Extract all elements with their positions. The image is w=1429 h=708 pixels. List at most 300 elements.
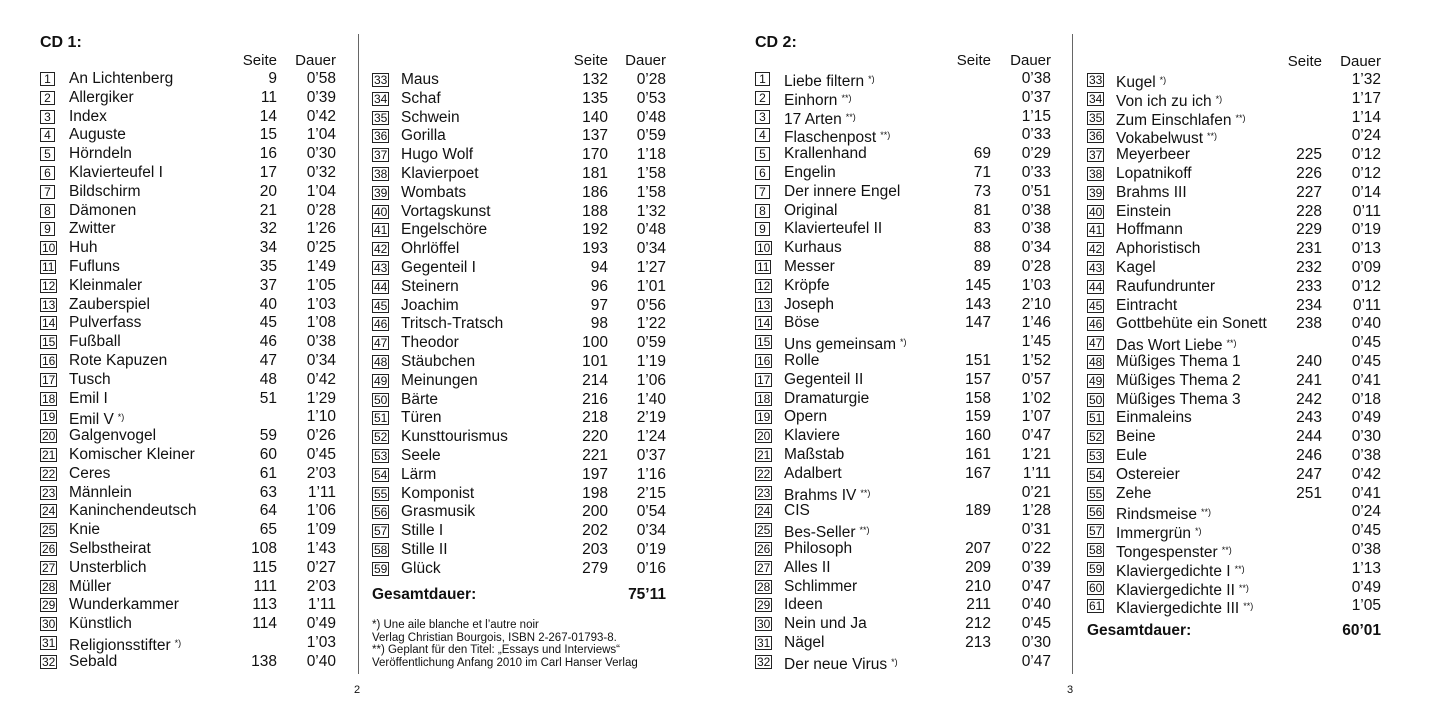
track-number-box: 42 <box>374 242 388 257</box>
track-duration: 1’06 <box>636 371 666 389</box>
track-row <box>372 109 668 128</box>
track-number-box: 32 <box>757 654 771 669</box>
track-row <box>1087 560 1383 579</box>
track-row <box>755 390 1055 409</box>
track-title-cell <box>69 183 140 202</box>
track-number-box: 28 <box>757 579 771 594</box>
track-title-cell <box>401 485 474 504</box>
track-number-box: 41 <box>374 223 388 238</box>
track-title-cell <box>401 409 442 428</box>
track-duration: 1’21 <box>1021 445 1051 463</box>
track-duration: 0’38 <box>306 333 336 351</box>
track-duration: 2’03 <box>306 577 336 595</box>
track-number-box: 31 <box>42 635 56 650</box>
track-number-box: 49 <box>374 373 388 388</box>
track-title: Gottbehüte ein Sonett <box>1116 315 1267 333</box>
track-duration: 0’56 <box>636 296 666 314</box>
track-title-cell <box>69 220 116 239</box>
track-duration: 0’39 <box>306 88 336 106</box>
track-number-box: 27 <box>757 560 771 575</box>
track-duration: 0’25 <box>306 239 336 257</box>
track-page: 81 <box>973 201 991 219</box>
track-page: 167 <box>965 464 991 482</box>
cd1-page-number: 2 <box>354 684 361 696</box>
track-number-box: 47 <box>1089 336 1103 351</box>
track-duration: 1’16 <box>636 465 666 483</box>
track-number-box: 20 <box>42 429 56 444</box>
track-duration: 0’12 <box>1351 277 1381 295</box>
track-row <box>755 634 1055 653</box>
track-title: Glück <box>401 559 441 577</box>
track-title-cell <box>401 71 439 90</box>
track-title-cell <box>784 540 852 559</box>
track-title: Kaninchendeutsch <box>69 502 197 520</box>
track-title: Kugel <box>1116 74 1156 91</box>
track-number-box: 24 <box>42 504 56 519</box>
track-title: Tongespenster <box>1116 543 1218 561</box>
track-duration: 0’45 <box>1351 352 1381 370</box>
track-number-box: 45 <box>1089 298 1103 313</box>
track-number-box: 15 <box>42 335 56 350</box>
track-number-box: 52 <box>1089 430 1103 445</box>
track-number-box: 23 <box>757 485 771 500</box>
track-title: Rolle <box>784 351 820 369</box>
track-title-cell <box>784 427 840 446</box>
track-page: 51 <box>259 389 277 407</box>
track-title: Kunsttourismus <box>401 428 508 446</box>
track-number-box: 10 <box>757 241 771 256</box>
track-title-cell <box>1116 315 1267 334</box>
track-row <box>1087 71 1383 90</box>
track-footnote-marker: **) <box>860 487 871 498</box>
track-title: Klavierpoet <box>401 164 479 182</box>
track-page: 97 <box>590 296 608 314</box>
cd1-left-column <box>40 0 361 708</box>
track-title: Kleinmaler <box>69 276 143 294</box>
track-page: 138 <box>251 652 277 670</box>
track-row <box>1087 485 1383 504</box>
track-duration: 1’22 <box>636 315 666 333</box>
cd1-total-label: Gesamtdauer: <box>372 586 477 603</box>
track-title: Theodor <box>401 334 459 352</box>
cd2-left-track-list <box>755 70 1055 672</box>
track-duration: 1’52 <box>1021 351 1051 369</box>
track-duration: 0’21 <box>1021 483 1051 501</box>
track-title-cell <box>69 277 142 296</box>
track-number-box: 55 <box>1089 486 1103 501</box>
track-row <box>755 521 1055 540</box>
track-duration: 2’15 <box>636 484 666 502</box>
track-number-box: 30 <box>757 617 771 632</box>
track-number-box: 31 <box>757 635 771 650</box>
track-duration: 0’24 <box>1351 127 1381 145</box>
track-page: 137 <box>582 127 608 145</box>
track-title: Fußball <box>69 333 121 351</box>
track-title-cell <box>784 596 823 615</box>
track-title: Vortagskunst <box>401 202 491 220</box>
track-row <box>40 258 340 277</box>
track-duration: 2’03 <box>306 464 336 482</box>
track-number-box: 2 <box>40 91 55 105</box>
track-footnote-marker: **) <box>841 92 852 103</box>
track-title-cell <box>1116 146 1190 165</box>
track-page: 197 <box>582 465 608 483</box>
track-duration: 1’09 <box>306 521 336 539</box>
track-number-box: 18 <box>757 391 771 406</box>
track-footnote-marker: **) <box>859 525 870 536</box>
track-number-box: 4 <box>755 128 770 142</box>
track-number-box: 4 <box>40 128 55 142</box>
track-row <box>40 70 340 89</box>
cd2-right-track-list <box>1087 71 1383 616</box>
track-page: 229 <box>1296 221 1322 239</box>
track-title-cell <box>69 578 111 597</box>
track-title-cell <box>401 165 479 184</box>
track-row <box>40 314 340 333</box>
track-row <box>372 541 668 560</box>
track-number-box: 27 <box>42 560 56 575</box>
track-number-box: 6 <box>755 166 770 180</box>
track-row <box>40 408 340 427</box>
track-number-box: 25 <box>757 523 771 538</box>
track-number-box: 54 <box>374 467 388 482</box>
track-page: 11 <box>260 88 277 106</box>
track-number-box: 22 <box>42 466 56 481</box>
track-title-cell <box>784 390 869 409</box>
track-number-box: 53 <box>1089 448 1103 463</box>
track-page: 240 <box>1296 352 1322 370</box>
track-title-cell <box>69 446 195 465</box>
track-row <box>40 183 340 202</box>
track-duration: 0’59 <box>636 127 666 145</box>
track-number-box: 23 <box>42 485 56 500</box>
track-duration: 0’42 <box>306 370 336 388</box>
track-duration: 0’30 <box>1351 428 1381 446</box>
track-title: Schwein <box>401 108 460 126</box>
track-title-cell <box>401 109 460 128</box>
track-page: 100 <box>582 334 608 352</box>
track-number-box: 24 <box>757 504 771 519</box>
track-title: Index <box>69 107 107 125</box>
track-duration: 0’16 <box>636 559 666 577</box>
track-page: 226 <box>1296 164 1322 182</box>
track-title: Meinungen <box>401 371 478 389</box>
track-number-box: 20 <box>757 429 771 444</box>
track-title-cell <box>401 146 473 165</box>
track-row <box>40 145 340 164</box>
track-duration: 0’49 <box>1351 578 1381 596</box>
track-row <box>1087 541 1383 560</box>
track-number-box: 3 <box>40 110 55 124</box>
track-row <box>1087 165 1383 184</box>
track-title: Auguste <box>69 126 126 144</box>
track-title-cell <box>784 352 819 371</box>
track-number-box: 32 <box>42 654 56 669</box>
track-row <box>40 427 340 446</box>
track-number-box: 19 <box>757 410 771 425</box>
track-footnote-marker: **) <box>1243 601 1254 612</box>
track-duration: 1’01 <box>636 277 666 295</box>
track-number-box: 43 <box>1089 260 1103 275</box>
track-number-box: 36 <box>374 129 388 144</box>
track-row <box>1087 466 1383 485</box>
track-number-box: 33 <box>1089 73 1103 87</box>
track-row <box>40 333 340 352</box>
track-number-box: 51 <box>1089 411 1103 426</box>
track-title: Stille II <box>401 540 448 558</box>
track-duration: 1’24 <box>636 428 666 446</box>
track-title: Pulverfass <box>69 314 142 332</box>
track-title: Wombats <box>401 183 467 201</box>
track-duration: 0’29 <box>1021 145 1051 163</box>
track-duration: 0’59 <box>636 334 666 352</box>
track-row <box>1087 353 1383 372</box>
track-title: Knie <box>69 521 101 539</box>
track-page: 242 <box>1296 390 1322 408</box>
track-row <box>372 391 668 410</box>
track-number-box: 44 <box>1089 279 1103 294</box>
track-duration: 0’34 <box>1021 239 1051 257</box>
track-number-box: 14 <box>42 316 56 331</box>
track-title: Emil V <box>69 411 114 429</box>
track-row <box>755 653 1055 672</box>
track-title: Komponist <box>401 484 475 502</box>
track-title: Beine <box>1116 428 1156 446</box>
track-row <box>1087 503 1383 522</box>
track-title-cell <box>1116 485 1151 504</box>
track-number-box: 9 <box>755 222 770 236</box>
track-number-box: 1 <box>755 72 770 86</box>
track-duration: 0’18 <box>1351 390 1381 408</box>
track-title: Böse <box>784 314 820 332</box>
track-duration: 1’03 <box>306 633 336 651</box>
cd1-left-track-list <box>40 70 340 672</box>
track-number-box: 29 <box>757 598 771 613</box>
track-title-cell <box>69 427 156 446</box>
track-title: Huh <box>69 239 98 257</box>
track-title: Müßiges Thema 3 <box>1116 390 1241 408</box>
track-title: Brahms IV <box>784 486 857 504</box>
track-page: 48 <box>259 370 277 388</box>
track-page: 20 <box>259 182 277 200</box>
track-duration: 0’31 <box>1021 521 1051 539</box>
track-duration: 0’32 <box>306 163 336 181</box>
track-page: 227 <box>1296 183 1322 201</box>
track-page: 202 <box>582 522 608 540</box>
track-title: Stäubchen <box>401 352 476 370</box>
track-number-box: 48 <box>374 354 388 369</box>
track-duration: 0’40 <box>1351 315 1381 333</box>
track-title-cell <box>784 615 867 634</box>
track-title: Flaschenpost <box>784 129 877 147</box>
track-title-cell <box>1116 259 1156 278</box>
track-number-box: 46 <box>1089 317 1103 332</box>
track-title-cell <box>784 465 842 484</box>
track-row <box>372 466 668 485</box>
track-number-box: 38 <box>1089 166 1103 181</box>
track-title: Der innere Engel <box>784 182 901 200</box>
track-title: Tusch <box>69 370 111 388</box>
track-page: 247 <box>1296 465 1322 483</box>
track-number-box: 11 <box>757 259 770 274</box>
track-page: 83 <box>973 220 991 238</box>
track-number-box: 12 <box>42 278 56 293</box>
track-title: Ceres <box>69 464 111 482</box>
track-title-cell <box>784 371 863 390</box>
track-title: Zwitter <box>69 220 116 238</box>
track-duration: 0’30 <box>1021 633 1051 651</box>
track-title: Wunderkammer <box>69 596 179 614</box>
track-page: 158 <box>965 389 991 407</box>
track-number-box: 39 <box>374 185 388 200</box>
track-title: Bärte <box>401 390 439 408</box>
track-duration: 1’32 <box>636 202 666 220</box>
track-row <box>372 165 668 184</box>
track-title: Nägel <box>784 633 825 651</box>
track-title: Liebe filtern <box>784 73 865 90</box>
track-number-box: 29 <box>42 598 56 613</box>
track-number-box: 1 <box>40 72 55 86</box>
track-number-box: 28 <box>42 579 56 594</box>
track-title-cell <box>401 278 459 297</box>
track-duration: 0’38 <box>1021 70 1051 87</box>
track-duration: 1’11 <box>307 483 336 501</box>
track-title: Opern <box>784 408 828 426</box>
track-title: Klaviergedichte III <box>1116 600 1240 618</box>
track-title-cell <box>784 578 857 597</box>
track-duration: 1’11 <box>1022 464 1051 482</box>
track-title: Schaf <box>401 89 441 107</box>
track-duration: 1’58 <box>636 164 666 182</box>
footnote-line: **) Geplant für den Titel: „Essays und Interviews“ <box>372 644 620 656</box>
track-title: Gegenteil II <box>784 370 864 388</box>
track-number-box: 9 <box>40 222 55 236</box>
track-title-cell <box>401 221 487 240</box>
track-title: Rote Kapuzen <box>69 351 168 369</box>
track-title-cell <box>69 296 150 315</box>
track-title-cell <box>1116 353 1241 372</box>
track-page: 111 <box>253 577 277 595</box>
track-row <box>40 521 340 540</box>
track-number-box: 16 <box>757 353 771 368</box>
track-number-box: 48 <box>1089 354 1103 369</box>
track-title-cell <box>401 184 466 203</box>
track-duration: 1’27 <box>636 258 666 276</box>
track-duration: 0’42 <box>306 107 336 125</box>
track-duration: 0’47 <box>1021 427 1051 445</box>
track-title-cell <box>1116 409 1192 428</box>
track-row <box>40 559 340 578</box>
track-title: Krallenhand <box>784 145 867 163</box>
track-row <box>755 371 1055 390</box>
track-title-cell <box>401 466 436 485</box>
track-title: CIS <box>784 502 810 520</box>
track-page: 193 <box>582 240 608 258</box>
track-number-box: 38 <box>374 166 388 181</box>
track-row <box>755 239 1055 258</box>
track-number-box: 22 <box>757 466 771 481</box>
track-row <box>755 352 1055 371</box>
track-duration: 2’19 <box>636 409 666 427</box>
track-row <box>1087 146 1383 165</box>
track-number-box: 14 <box>757 316 771 331</box>
track-number-box: 11 <box>42 259 55 274</box>
track-duration: 0’33 <box>1021 126 1051 144</box>
track-footnote-marker: *) <box>1159 75 1167 85</box>
track-page: 218 <box>582 409 608 427</box>
track-title-cell <box>1116 597 1253 619</box>
track-footnote-marker: *) <box>900 337 907 348</box>
track-duration: 1’19 <box>636 352 666 370</box>
track-number-box: 19 <box>42 410 56 425</box>
track-title-cell <box>69 390 108 409</box>
track-title: Aphoristisch <box>1116 240 1201 258</box>
track-duration: 0’14 <box>1351 183 1381 201</box>
track-title-cell <box>784 258 835 277</box>
track-duration: 0’41 <box>1351 484 1381 502</box>
track-row <box>372 447 668 466</box>
track-number-box: 41 <box>1089 223 1103 238</box>
track-page: 40 <box>259 295 277 313</box>
track-title-cell <box>1116 297 1177 316</box>
cd1-footnotes <box>372 619 638 669</box>
track-row <box>755 296 1055 315</box>
track-row <box>372 71 668 90</box>
track-row <box>755 465 1055 484</box>
track-duration: 0’45 <box>1351 334 1381 352</box>
cd2-column-divider <box>1072 34 1073 674</box>
track-row <box>755 202 1055 221</box>
track-number-box: 36 <box>1089 129 1103 144</box>
track-page: 157 <box>965 370 991 388</box>
track-duration: 0’34 <box>306 351 336 369</box>
track-title: Zehe <box>1116 484 1152 502</box>
track-row <box>1087 447 1383 466</box>
track-title-cell <box>69 521 100 540</box>
track-title-cell <box>69 258 120 277</box>
track-number-box: 13 <box>42 297 56 312</box>
track-row <box>1087 203 1383 222</box>
track-page: 244 <box>1296 428 1322 446</box>
track-title: Seele <box>401 446 441 464</box>
track-title: Lärm <box>401 465 437 483</box>
track-footnote-marker: **) <box>1234 563 1245 574</box>
track-duration: 0’38 <box>1351 540 1381 558</box>
track-row <box>755 70 1055 89</box>
track-page: 132 <box>582 71 608 88</box>
track-title-cell <box>784 239 842 258</box>
track-row <box>372 221 668 240</box>
track-duration: 0’45 <box>1021 615 1051 633</box>
track-title: Kagel <box>1116 258 1156 276</box>
track-page: 181 <box>582 164 608 182</box>
track-title: Engelin <box>784 163 836 181</box>
track-row <box>755 427 1055 446</box>
track-title: Religionsstifter <box>69 636 171 654</box>
track-duration: 0’54 <box>636 503 666 521</box>
track-title-cell <box>69 202 136 221</box>
track-number-box: 47 <box>374 336 388 351</box>
track-title-cell <box>69 465 110 484</box>
track-page: 213 <box>965 633 991 651</box>
track-title-cell <box>69 352 167 371</box>
track-title: Ideen <box>784 596 823 614</box>
track-row <box>372 259 668 278</box>
track-number-box: 44 <box>374 279 388 294</box>
track-duration: 0’49 <box>306 615 336 633</box>
track-title-cell <box>784 653 898 675</box>
track-duration: 0’22 <box>1021 539 1051 557</box>
